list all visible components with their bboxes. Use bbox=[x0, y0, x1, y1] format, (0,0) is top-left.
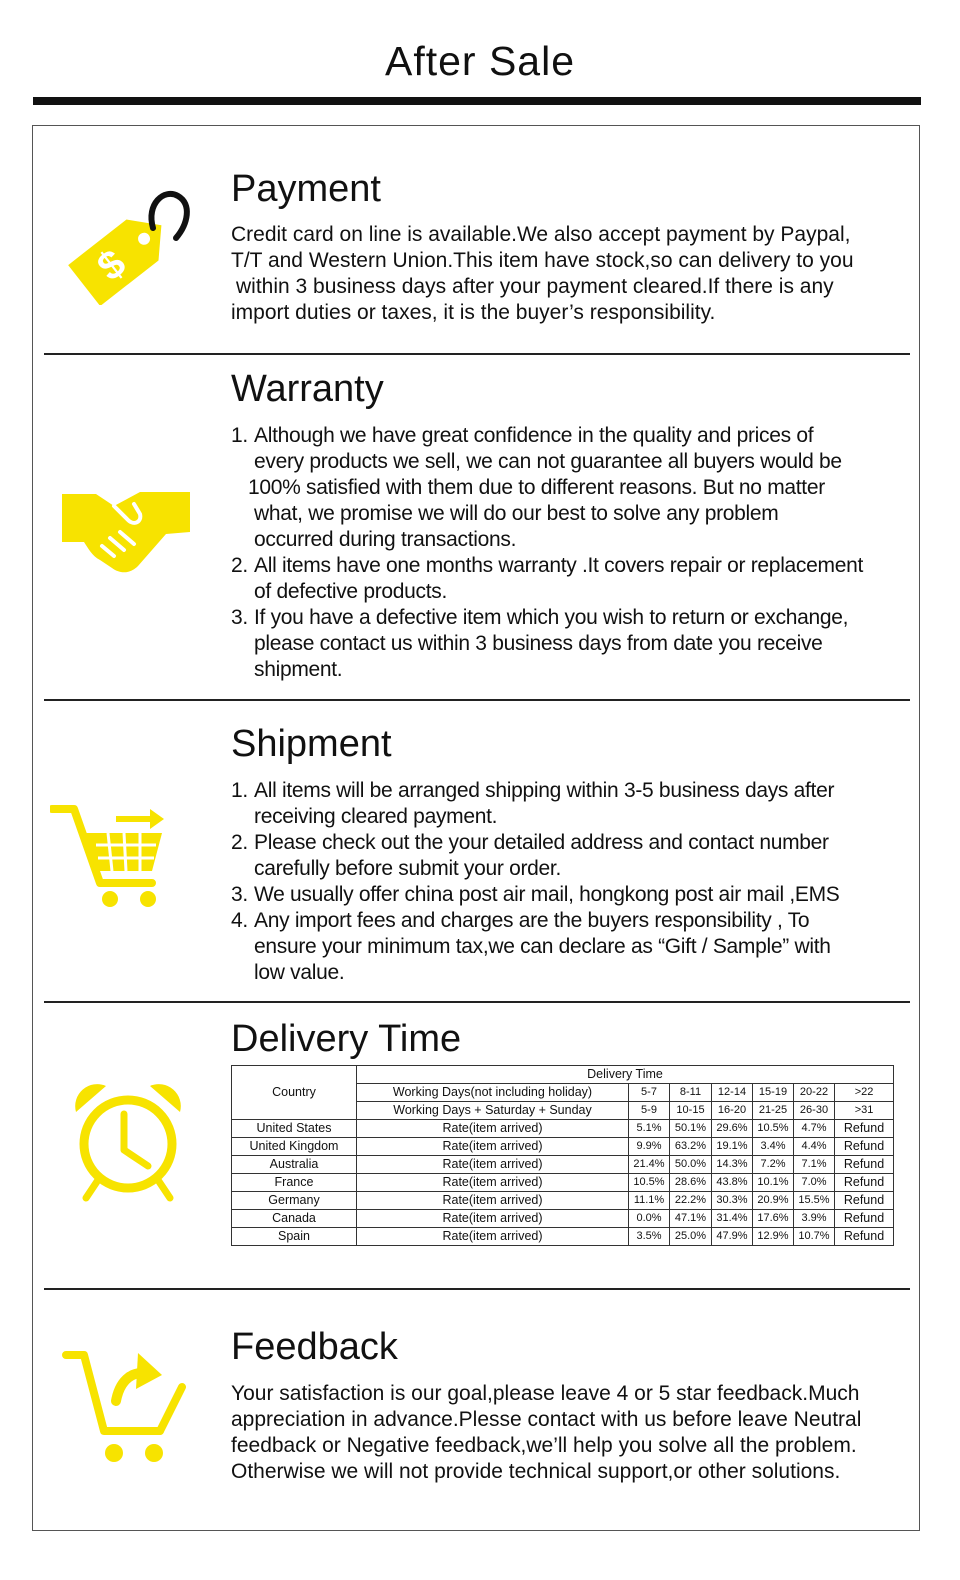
rate-cell: 29.6% bbox=[712, 1120, 753, 1138]
table-row bbox=[232, 1174, 894, 1192]
payment-line: T/T and Western Union.This item have stock,so can delivery to you bbox=[231, 249, 854, 272]
rate-label-cell: Rate(item arrived) bbox=[357, 1174, 629, 1192]
rate-cell: 7.1% bbox=[794, 1156, 835, 1174]
shipment-item bbox=[231, 882, 921, 908]
cart-return-arrow-icon bbox=[62, 1345, 192, 1470]
payment-line: import duties or taxes, it is the buyer’s responsibility. bbox=[231, 301, 716, 324]
item-line: occurred during transactions. bbox=[254, 528, 517, 551]
feedback-line: Your satisfaction is our goal,please leave 4 or 5 star feedback.Much bbox=[231, 1382, 860, 1405]
rate-label-cell: Rate(item arrived) bbox=[357, 1228, 629, 1246]
rate-cell: 10.5% bbox=[753, 1120, 794, 1138]
rate-label-cell: Rate(item arrived) bbox=[357, 1192, 629, 1210]
range-cell: 5-7 bbox=[629, 1084, 670, 1102]
feedback-line: feedback or Negative feedback,we’ll help you solve all the problem. bbox=[231, 1434, 857, 1457]
rate-cell: 43.8% bbox=[712, 1174, 753, 1192]
item-line: We usually offer china post air mail, hongkong post air mail ,EMS bbox=[254, 883, 840, 906]
item-line: Please check out the your detailed address and contact number bbox=[254, 831, 829, 854]
payment-title: Payment bbox=[231, 168, 381, 210]
item-line: of defective products. bbox=[254, 580, 448, 603]
warranty-list bbox=[231, 423, 921, 683]
section-divider bbox=[44, 353, 910, 355]
rate-cell: 21.4% bbox=[629, 1156, 670, 1174]
warranty-item bbox=[231, 423, 921, 553]
shipment-list bbox=[231, 778, 921, 986]
rate-cell: 0.0% bbox=[629, 1210, 670, 1228]
range-cell: 5-9 bbox=[629, 1102, 670, 1120]
country-cell: United Kingdom bbox=[232, 1138, 357, 1156]
rate-label-cell: Rate(item arrived) bbox=[357, 1210, 629, 1228]
warranty-title: Warranty bbox=[231, 368, 384, 410]
delivery-time-header: Delivery Time bbox=[357, 1066, 894, 1084]
table-row bbox=[232, 1228, 894, 1246]
rate-cell: 20.9% bbox=[753, 1192, 794, 1210]
rate-cell: 14.3% bbox=[712, 1156, 753, 1174]
warranty-item bbox=[231, 553, 921, 605]
item-number: 3. bbox=[231, 883, 248, 906]
rate-cell: 50.0% bbox=[670, 1156, 712, 1174]
country-cell: Australia bbox=[232, 1156, 357, 1174]
country-header: Country bbox=[232, 1066, 357, 1120]
item-line: ensure your minimum tax,we can declare as “Gift / Sample” with bbox=[254, 935, 831, 958]
shipment-item bbox=[231, 778, 921, 830]
delivery-title: Delivery Time bbox=[231, 1018, 462, 1060]
rate-cell: 30.3% bbox=[712, 1192, 753, 1210]
item-line: Any import fees and charges are the buyers responsibility , To bbox=[254, 909, 810, 932]
item-line: carefully before submit your order. bbox=[254, 857, 561, 880]
rate-cell: 10.1% bbox=[753, 1174, 794, 1192]
shipment-item bbox=[231, 908, 921, 986]
page-title: After Sale bbox=[384, 38, 576, 84]
range-cell: 26-30 bbox=[794, 1102, 835, 1120]
handshake-icon bbox=[62, 486, 192, 576]
alarm-clock-icon bbox=[68, 1080, 188, 1202]
rate-label-cell: Rate(item arrived) bbox=[357, 1138, 629, 1156]
range-cell: 20-22 bbox=[794, 1084, 835, 1102]
item-line: 100% satisfied with them due to different reasons. But no matter bbox=[248, 476, 825, 499]
feedback-title: Feedback bbox=[231, 1326, 398, 1368]
country-cell: Canada bbox=[232, 1210, 357, 1228]
item-line: every products we sell, we can not guarantee all buyers would be bbox=[254, 450, 842, 473]
shopping-cart-arrow-icon bbox=[50, 805, 175, 910]
rate-cell: 4.7% bbox=[794, 1120, 835, 1138]
rate-cell: 3.9% bbox=[794, 1210, 835, 1228]
feedback-line: Otherwise we will not provide technical support,or other solutions. bbox=[231, 1460, 841, 1483]
rate-cell: 3.4% bbox=[753, 1138, 794, 1156]
table-row bbox=[232, 1138, 894, 1156]
payment-line: within 3 business days after your payment cleared.If there is any bbox=[236, 275, 834, 298]
range-cell: 8-11 bbox=[670, 1084, 712, 1102]
rate-cell: 10.5% bbox=[629, 1174, 670, 1192]
item-line: low value. bbox=[254, 961, 345, 984]
feedback-text bbox=[231, 1381, 921, 1485]
section-divider bbox=[44, 1288, 910, 1290]
range-cell: 15-19 bbox=[753, 1084, 794, 1102]
refund-cell: Refund bbox=[835, 1174, 894, 1192]
item-line: please contact us within 3 business days from date you receive bbox=[254, 632, 823, 655]
rate-cell: 31.4% bbox=[712, 1210, 753, 1228]
item-number: 2. bbox=[231, 554, 248, 577]
rate-cell: 47.1% bbox=[670, 1210, 712, 1228]
feedback-line: appreciation in advance.Plesse contact with us before leave Neutral bbox=[231, 1408, 862, 1431]
refund-cell: Refund bbox=[835, 1210, 894, 1228]
item-number: 2. bbox=[231, 831, 248, 854]
item-number: 1. bbox=[231, 779, 248, 802]
item-line: what, we promise we will do our best to solve any problem bbox=[254, 502, 779, 525]
country-cell: Germany bbox=[232, 1192, 357, 1210]
rate-label-cell: Rate(item arrived) bbox=[357, 1156, 629, 1174]
country-cell: Spain bbox=[232, 1228, 357, 1246]
rate-cell: 4.4% bbox=[794, 1138, 835, 1156]
rate-cell: 9.9% bbox=[629, 1138, 670, 1156]
price-tag-dollar-icon bbox=[60, 180, 200, 305]
rate-cell: 7.2% bbox=[753, 1156, 794, 1174]
payment-line: Credit card on line is available.We also accept payment by Paypal, bbox=[231, 223, 851, 246]
refund-cell: Refund bbox=[835, 1120, 894, 1138]
rate-cell: 22.2% bbox=[670, 1192, 712, 1210]
rate-cell: 11.1% bbox=[629, 1192, 670, 1210]
rate-cell: 28.6% bbox=[670, 1174, 712, 1192]
range-cell: >31 bbox=[835, 1102, 894, 1120]
rate-cell: 47.9% bbox=[712, 1228, 753, 1246]
rate-cell: 7.0% bbox=[794, 1174, 835, 1192]
rate-label-cell: Rate(item arrived) bbox=[357, 1120, 629, 1138]
rate-cell: 50.1% bbox=[670, 1120, 712, 1138]
item-line: receiving cleared payment. bbox=[254, 805, 498, 828]
item-line: If you have a defective item which you wish to return or exchange, bbox=[254, 606, 849, 629]
refund-cell: Refund bbox=[835, 1138, 894, 1156]
item-number: 3. bbox=[231, 606, 248, 629]
item-number: 4. bbox=[231, 909, 248, 932]
item-line: Although we have great confidence in the quality and prices of bbox=[254, 424, 814, 447]
item-line: All items will be arranged shipping within 3-5 business days after bbox=[254, 779, 835, 802]
rate-cell: 19.1% bbox=[712, 1138, 753, 1156]
refund-cell: Refund bbox=[835, 1192, 894, 1210]
range-cell: 21-25 bbox=[753, 1102, 794, 1120]
svg-text:$: $ bbox=[89, 241, 134, 290]
working-days-label: Working Days + Saturday + Sunday bbox=[357, 1102, 629, 1120]
rate-cell: 63.2% bbox=[670, 1138, 712, 1156]
delivery-table bbox=[231, 1065, 894, 1246]
rate-cell: 15.5% bbox=[794, 1192, 835, 1210]
rate-cell: 10.7% bbox=[794, 1228, 835, 1246]
warranty-item bbox=[231, 605, 921, 683]
rate-cell: 3.5% bbox=[629, 1228, 670, 1246]
item-line: shipment. bbox=[254, 658, 343, 681]
range-cell: 12-14 bbox=[712, 1084, 753, 1102]
table-row bbox=[232, 1120, 894, 1138]
rate-cell: 12.9% bbox=[753, 1228, 794, 1246]
range-cell: 10-15 bbox=[670, 1102, 712, 1120]
shipment-title: Shipment bbox=[231, 723, 392, 765]
table-header-row bbox=[232, 1066, 894, 1084]
country-cell: United States bbox=[232, 1120, 357, 1138]
table-row bbox=[232, 1192, 894, 1210]
title-rule bbox=[33, 97, 921, 105]
rate-cell: 5.1% bbox=[629, 1120, 670, 1138]
table-row bbox=[232, 1210, 894, 1228]
item-line: All items have one months warranty .It covers repair or replacement bbox=[254, 554, 863, 577]
working-days-label: Working Days(not including holiday) bbox=[357, 1084, 629, 1102]
range-cell: 16-20 bbox=[712, 1102, 753, 1120]
refund-cell: Refund bbox=[835, 1228, 894, 1246]
rate-cell: 17.6% bbox=[753, 1210, 794, 1228]
section-divider bbox=[44, 699, 910, 701]
item-number: 1. bbox=[231, 424, 248, 447]
country-cell: France bbox=[232, 1174, 357, 1192]
table-row bbox=[232, 1156, 894, 1174]
rate-cell: 25.0% bbox=[670, 1228, 712, 1246]
shipment-item bbox=[231, 830, 921, 882]
section-divider bbox=[44, 1001, 910, 1003]
payment-text bbox=[231, 222, 921, 326]
refund-cell: Refund bbox=[835, 1156, 894, 1174]
range-cell: >22 bbox=[835, 1084, 894, 1102]
